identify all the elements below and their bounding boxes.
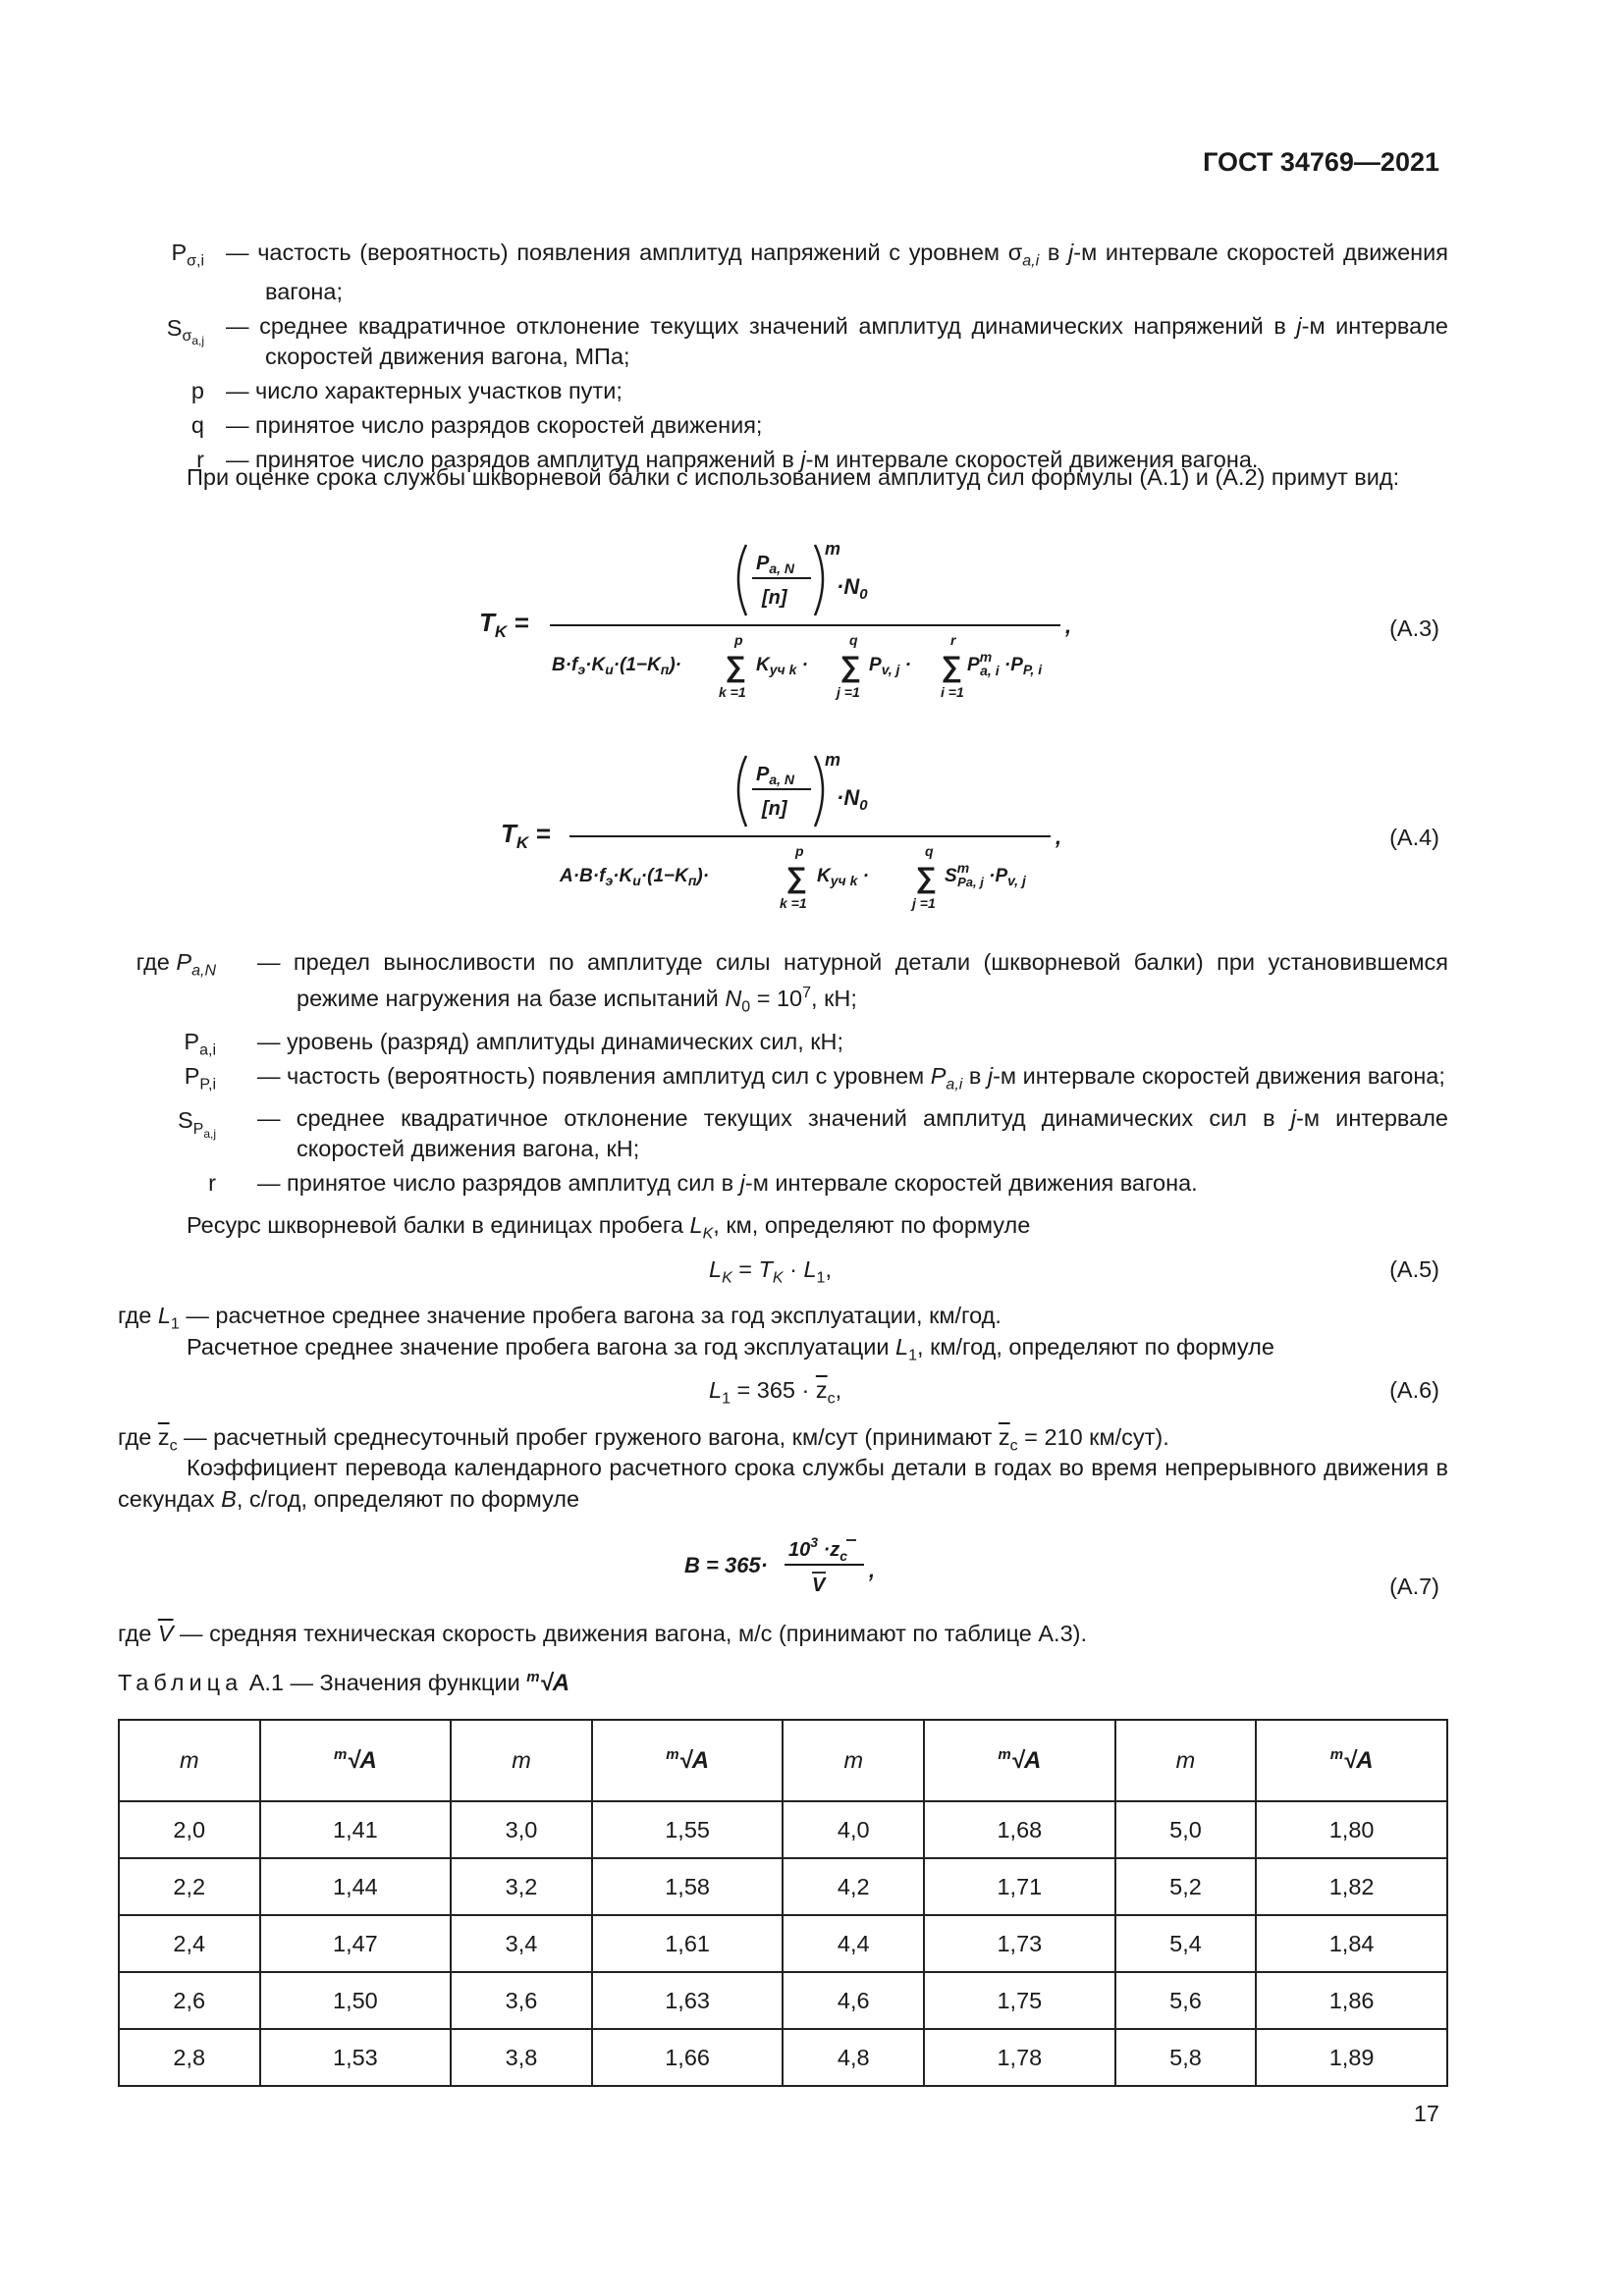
nth-root-symbol: $^m$√A [526,1669,570,1696]
svg-text:Pma, i ·PP, i: $P^m$ a, $i \cdot P_{P, i}$ [967,649,1043,678]
definition-symbol: r [196,446,204,472]
svg-text:k =1: k =1 [719,684,746,700]
formula-number: (А.4) [1389,825,1439,850]
table-cell: 1,89 [1256,2029,1447,2086]
table-caption-word: Таблица [118,1670,244,1695]
definition-text: — число характерных участков пути; [226,377,623,403]
table-cell: 1,55 [592,1801,784,1858]
definition-symbol: $P_{\sigma,i}$ [171,240,204,270]
svg-text:Pv, j ·: $P_{v, j}$ · [869,655,911,677]
svg-text:·N0: $\cdot N_0$ [837,574,868,603]
formula-a4 [471,746,1100,924]
svg-text:[n]: [n] [762,587,787,609]
svg-text:Pa, N: $P_{a, N}$ [756,553,795,576]
table-cell: 4,8 [783,2029,924,2086]
definition-zc: где $\overline{z}_c$ — расчетный среднесуточный пробег груженого вагона, км/сут (принимают $\overline{z}_c = 210$ км/сут). [118,1424,1169,1455]
table-cell: 1,73 [924,1915,1115,1972]
svg-text:∑: ∑ [839,651,861,683]
svg-text:,: , [1056,825,1062,849]
svg-text:,: , [869,1558,876,1582]
svg-text:∑: ∑ [785,862,807,894]
table-header-row [119,1720,1447,1801]
definition-symbol: q [190,411,204,438]
svg-text:p: p [795,843,804,859]
table-cell: 1,53 [260,2029,452,2086]
table-cell: 2,6 [119,1972,260,2029]
table-cell: 1,71 [924,1858,1115,1915]
table-cell: 5,8 [1115,2029,1257,2086]
table-cell: 3,2 [451,1858,592,1915]
table-row [119,1915,1447,1972]
formula-a4-graphic [471,746,1100,918]
col-header-root: $^m$√A [924,1720,1115,1801]
definition-text: — среднее квадратичное отклонение текущих значений амплитуд динамических напряжений в j-м интервале скоростей движения вагона, МПа; [226,312,1448,369]
col-header-root: $^m$√A [1256,1720,1447,1801]
table-cell: 1,82 [1256,1858,1447,1915]
col-header-root: $^m$√A [260,1720,452,1801]
svg-text:p: p [734,632,743,648]
table-cell: 5,2 [1115,1858,1257,1915]
formula-a3 [471,535,1100,713]
table-cell: 1,44 [260,1858,452,1915]
definition-symbol: p [190,377,204,403]
where-word: где [135,949,170,975]
table-cell: 1,47 [260,1915,452,1972]
table-cell: 3,0 [451,1801,592,1858]
definition-l1: где $L_1$ — расчетное среднее значение пробега вагона за год эксплуатации, км/год. [118,1303,1001,1333]
formula-a7 [682,1526,908,1611]
svg-text:[n]: [n] [762,798,787,820]
definition-item [118,1061,1448,1100]
svg-text:m: m [825,539,841,559]
svg-text:SmPa, j ·Pv, j: $S^m$ Pa, $j \cdot P_{v, j}$ [945,860,1026,889]
svg-text:i =1: i =1 [941,684,964,700]
formula-number: (А.6) [1389,1377,1439,1403]
table-cell: 1,75 [924,1972,1115,2029]
definition-text: — принятое число разрядов скоростей движения; [226,411,763,438]
col-header-m: m [119,1720,260,1801]
svg-text:TK =: $T_K$ = [479,608,529,641]
definition-item [118,376,1448,406]
table-cell: 3,8 [451,2029,592,2086]
table-cell: 1,61 [592,1915,784,1972]
definition-text: — уровень (разряд) амплитуды динамических сил, кН; [257,1028,844,1054]
definitions-list-2 [118,947,1448,1202]
svg-text:Kуч k ·: $K_{уч k}$ · [817,866,869,888]
paragraph: Коэффициент перевода календарного расчетного срока службы детали в годах во время непрерывного движения в секундах B, с/год, определяют по формуле [118,1455,1448,1512]
col-header-m: m [451,1720,592,1801]
table-cell: 1,84 [1256,1915,1447,1972]
definition-item [118,238,1448,307]
definition-text: — предел выносливости по амплитуде силы натурной детали (шкворневой балки) при установившемся режиме нагружения на базе испытаний $N_0 = 10^7$, кН; [257,949,1448,1016]
table-cell: 5,0 [1115,1801,1257,1858]
definition-symbol: r [208,1170,216,1197]
definition-item [118,1168,1448,1199]
definition-item [118,947,1448,1023]
definitions-list-1 [118,238,1448,479]
svg-text:·N0: $\cdot N_0$ [837,785,868,814]
table-cell: 1,78 [924,2029,1115,2086]
col-header-root: $^m$√A [592,1720,784,1801]
table-cell: 4,0 [783,1801,924,1858]
table-cell: 1,58 [592,1858,784,1915]
table-caption-text: А.1 — Значения функции [248,1670,520,1695]
svg-text:m: m [825,750,841,770]
table-cell: 2,2 [119,1858,260,1915]
svg-text:∑: ∑ [725,651,746,683]
table-cell: 4,6 [783,1972,924,2029]
definition-text: — частость (вероятность) появления амплитуд сил с уровнем $P_{a,i}$ в j-м интервале скоростей движения вагона; [257,1062,1445,1094]
table-caption [118,1669,569,1697]
table-cell: 1,68 [924,1801,1115,1858]
svg-text:B = 365·: B = 365· [684,1553,768,1577]
formula-a7-graphic [682,1526,908,1605]
table-cell: 5,6 [1115,1972,1257,2029]
definition-item [118,1103,1448,1164]
svg-text:V: V [812,1575,826,1596]
definition-symbol: $P_{P,i}$ [184,1062,216,1094]
table-row [119,1858,1447,1915]
table-cell: 3,4 [451,1915,592,1972]
table-cell: 1,50 [260,1972,452,2029]
svg-text:∑: ∑ [915,862,937,894]
table-cell: 5,4 [1115,1915,1257,1972]
svg-text:103 ·zc: $10^3 \cdot z_c$ [788,1534,848,1564]
svg-text:B·fэ·Kи·(1−Kп)·: $B\cdot f_э\cdot K_и\cdot(1-K_п)\cdot$ [552,655,682,677]
definition-symbol: $S_{P_{a,j}}$ [177,1107,216,1142]
table-cell: 2,4 [119,1915,260,1972]
definition-item [118,410,1448,441]
formula-a3-graphic [471,535,1100,707]
svg-text:r: r [950,632,956,648]
table-cell: 3,6 [451,1972,592,2029]
page-number: 17 [1413,2101,1439,2126]
svg-text:j =1: j =1 [912,895,936,911]
table-row [119,1972,1447,2029]
table-cell: 4,2 [783,1858,924,1915]
col-header-m: m [783,1720,924,1801]
definition-text: — принятое число разрядов амплитуд сил в j-м интервале скоростей движения вагона. [257,1170,1198,1197]
formula-a5: $L_K = T_K \cdot L_1$, [709,1256,832,1287]
svg-text:k =1: k =1 [780,895,807,911]
table-cell: 1,63 [592,1972,784,2029]
formula-number: (А.7) [1389,1574,1439,1599]
table-cell: 1,86 [1256,1972,1447,2029]
paragraph: Расчетное среднее значение пробега вагона за год эксплуатации $L_1$, км/год, определяют по формуле [187,1334,1274,1364]
svg-text:∑: ∑ [941,651,962,683]
table-row [119,1801,1447,1858]
definition-v: где $\overline{V}$ — средняя техническая скорость движения вагона, м/с (принимают по таблице А.3). [118,1621,1087,1646]
definition-item [118,311,1448,372]
definition-item [118,1027,1448,1057]
table-cell: 2,8 [119,2029,260,2086]
svg-text:,: , [1065,614,1072,638]
formula-a6: $L_1 = 365 \cdot \overline{z}_c$, [709,1377,842,1408]
table-cell: 1,80 [1256,1801,1447,1858]
paragraph: Ресурс шкворневой балки в единицах пробега $L_K$, км, определяют по формуле [187,1212,1031,1243]
svg-text:TK =: $T_K$ = [501,819,551,852]
table-cell: 2,0 [119,1801,260,1858]
svg-text:q: q [849,632,858,648]
table-cell: 4,4 [783,1915,924,1972]
paragraph: При оценке срока службы шкворневой балки с использованием амплитуд сил формулы (А.1) и (А.2) примут вид: [187,464,1400,490]
table-cell: 1,41 [260,1801,452,1858]
table-a1 [118,1719,1448,2087]
formula-number: (А.5) [1389,1256,1439,1282]
col-header-m: m [1115,1720,1257,1801]
svg-text:Kуч k ·: $K_{уч k}$ · [756,655,808,677]
definition-symbol: $P_{a,i}$ [184,1028,216,1059]
definition-text: — принятое число разрядов амплитуд напряжений в j-м интервале скоростей движения вагона. [226,446,1259,472]
svg-text:q: q [925,843,934,859]
definition-symbol: $S_{\sigma_{a,j}}$ [166,314,204,348]
definition-text: — частость (вероятность) появления амплитуд напряжений с уровнем $\sigma_{a,i}$ в j-м интервале скоростей движения вагона; [226,240,1449,304]
svg-text:Pa, N: $P_{a, N}$ [756,764,795,787]
svg-text:A·B·fэ·Kи·(1−Kп)·: $A\cdot B\cdot f_э\cdot K_и\cdot(1-K_п)\cdot$ [560,866,710,888]
formula-number: (А.3) [1389,615,1439,641]
table-cell: 1,66 [592,2029,784,2086]
definition-symbol: где $P_{a,N}$ [135,949,216,980]
definition-text: — среднее квадратичное отклонение текущих значений амплитуд динамических сил в j-м интервале скоростей движения вагона, кН; [257,1105,1449,1162]
table-row [119,2029,1447,2086]
svg-text:j =1: j =1 [837,684,860,700]
document-id: ГОСТ 34769—2021 [1203,147,1439,177]
